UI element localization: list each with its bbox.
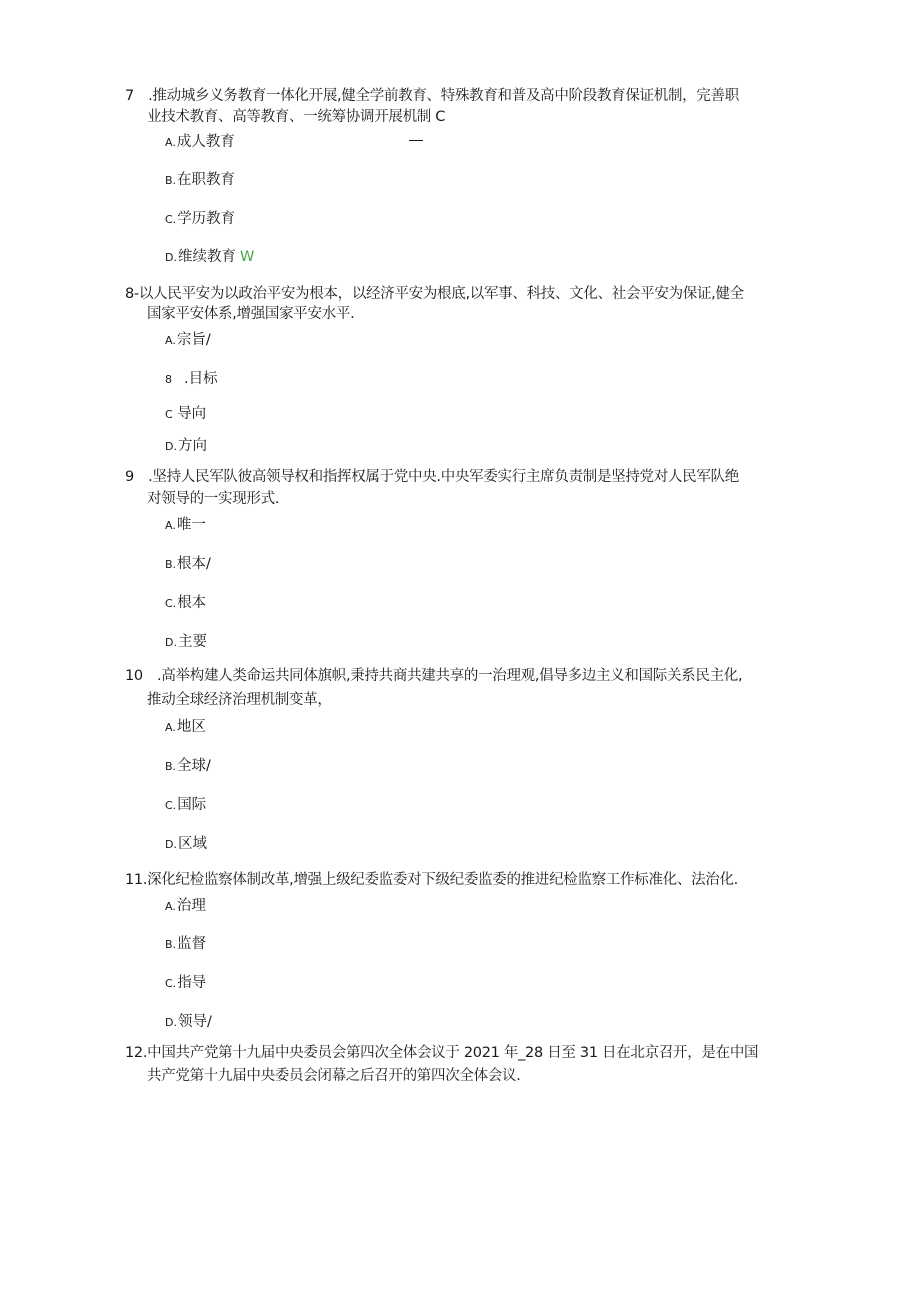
option-letter: C. — [165, 597, 177, 610]
option-text: 领导/ — [177, 1014, 212, 1030]
option-d[interactable] — [165, 247, 254, 268]
option-a[interactable] — [165, 132, 235, 153]
option-text: 学历教育 — [177, 211, 236, 227]
option-text: 唯一 — [176, 517, 206, 533]
option-letter: A. — [165, 519, 176, 532]
option-a[interactable] — [165, 515, 206, 536]
question-12-line-1: 12.中国共产党第十九届中央委员会第四次全体会议于 2021 年_28 日至 31 日在北京召开，是在中国 — [125, 1045, 759, 1061]
question-11-line-1: 11.深化纪检监察体制改革,增强上级纪委监委对下级纪委监委的推进纪检监察工作标准化、法治化. — [125, 872, 738, 888]
option-letter: C. — [165, 213, 177, 226]
option-letter: D. — [165, 636, 177, 649]
option-letter: D. — [165, 838, 177, 851]
question-9-line-2: 对领导的一实现形式. — [147, 491, 280, 507]
option-text: 导向 — [177, 406, 207, 422]
option-letter: C. — [165, 799, 177, 812]
question-9-line-1: 9 .坚持人民军队彼高领导权和指挥权属于党中央.中央军委实行主席负责制是坚持党对人民军队绝 — [125, 469, 739, 485]
option-text: 地区 — [176, 719, 206, 735]
option-c[interactable] — [165, 973, 206, 994]
option-b[interactable] — [165, 554, 211, 575]
option-text: 主要 — [177, 634, 207, 650]
option-d[interactable] — [165, 436, 207, 457]
question-7-line-1: 7 .推动城乡义务教育一体化开展,健全学前教育、特殊教育和普及高中阶段教育保证机制，完善职 — [125, 88, 739, 104]
option-letter: D. — [165, 440, 177, 453]
option-b[interactable] — [165, 934, 206, 955]
option-letter: B. — [165, 174, 177, 187]
option-letter: A. — [165, 900, 176, 913]
option-text: 维续教育 — [177, 249, 236, 265]
option-text: 根本 — [177, 595, 207, 611]
option-letter: C — [165, 408, 177, 421]
option-text: 指导 — [177, 975, 207, 991]
option-letter: A. — [165, 721, 176, 734]
stray-dash-mark — [409, 140, 423, 141]
option-letter: 8 — [165, 373, 183, 386]
question-8-line-2: 国家平安体系,增强国家平安水平. — [147, 306, 355, 322]
option-text: 在职教育 — [177, 172, 236, 188]
option-text: 全球/ — [177, 758, 211, 774]
option-a[interactable] — [165, 330, 211, 351]
option-text: 方向 — [177, 438, 207, 454]
option-letter: D. — [165, 1016, 177, 1029]
question-10-line-1: 10 .高举构建人类命运共同体旗帜,秉持共商共建共享的一治理观,倡导多边主义和国际关系民主化, — [125, 668, 743, 684]
option-text: 成人教育 — [176, 134, 235, 150]
option-letter: B. — [165, 938, 177, 951]
option-b[interactable] — [165, 756, 211, 777]
option-text: 监督 — [177, 936, 207, 952]
option-d[interactable] — [165, 1012, 212, 1033]
option-a[interactable] — [165, 717, 206, 738]
option-c[interactable] — [165, 795, 206, 816]
option-letter: C. — [165, 977, 177, 990]
option-text: 根本/ — [177, 556, 211, 572]
option-b[interactable] — [165, 170, 235, 191]
option-letter: A. — [165, 136, 176, 149]
option-d[interactable] — [165, 632, 207, 653]
option-c[interactable] — [165, 209, 235, 230]
option-text: 宗旨/ — [176, 332, 211, 348]
option-text: 国际 — [177, 797, 207, 813]
option-text: 区域 — [177, 836, 207, 852]
option-c[interactable] — [165, 593, 206, 614]
option-letter: D. — [165, 251, 177, 264]
answer-mark: W — [239, 249, 255, 265]
option-letter: A. — [165, 334, 176, 347]
question-7-line-2: 业技术教育、高等教育、一统筹协调开展机制 C — [147, 109, 446, 125]
option-letter: B. — [165, 760, 177, 773]
question-10-line-2: 推动全球经济治理机制变革， — [147, 692, 332, 708]
question-12-line-2: 共产党第十九届中央委员会闭幕之后召开的第四次全体会议. — [147, 1068, 521, 1084]
option-a[interactable] — [165, 896, 206, 917]
option-letter: B. — [165, 558, 177, 571]
question-8-line-1: 8-以人民平安为以政治平安为根本，以经济平安为根底,以军事、科技、文化、社会平安为保证,健全 — [125, 286, 744, 302]
option-d[interactable] — [165, 834, 207, 855]
option-text: 治理 — [176, 898, 206, 914]
option-c[interactable] — [165, 404, 206, 425]
option-b[interactable] — [165, 369, 218, 390]
option-text: .目标 — [184, 371, 218, 387]
